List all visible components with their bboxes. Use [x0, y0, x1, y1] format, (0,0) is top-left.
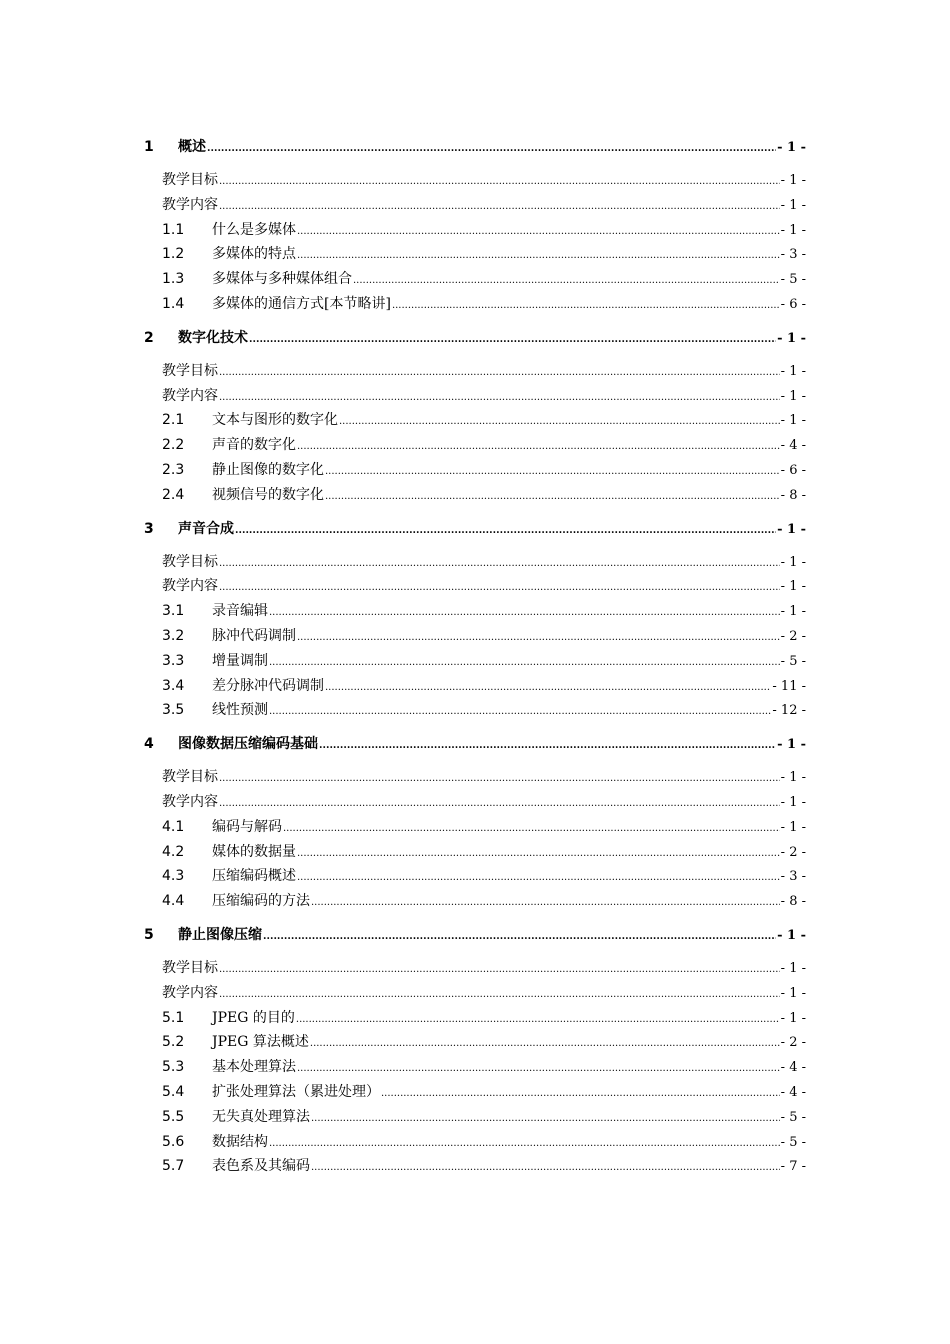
toc-entry-number: 2.3 — [162, 461, 185, 478]
toc-page-number: - 1 - — [780, 1010, 806, 1026]
toc-page-number: - 8 - — [780, 894, 806, 910]
toc-dot-leader — [297, 227, 780, 237]
toc-page-number: - 12 - — [772, 703, 806, 719]
toc-page-number: - 1 - — [777, 927, 806, 943]
toc-page-number: - 1 - — [780, 222, 806, 238]
toc-entry-number: 5.3 — [162, 1059, 185, 1076]
toc-entry-title: 表色系及其编码 — [212, 1158, 310, 1175]
toc-entry-number: 4.4 — [162, 893, 185, 910]
toc-dot-leader — [269, 608, 780, 618]
toc-dot-leader — [219, 177, 780, 187]
toc-page-number: - 1 - — [780, 770, 806, 786]
toc-dot-leader — [353, 276, 780, 286]
toc-page-number: - 4 - — [780, 1060, 806, 1076]
toc-entry-number: 5.4 — [162, 1083, 185, 1100]
toc-entry-title: 教学目标 — [162, 769, 218, 786]
toc-dot-leader — [269, 1139, 780, 1149]
toc-entry-number: 1.1 — [162, 221, 185, 238]
toc-entry-number: 4.1 — [162, 818, 185, 835]
toc-dot-leader — [269, 707, 771, 717]
toc-entry[interactable] — [144, 550, 806, 575]
toc-entry[interactable] — [144, 790, 806, 815]
toc-dot-leader — [325, 492, 780, 502]
toc-entry[interactable] — [144, 193, 806, 218]
toc-dot-leader — [297, 633, 780, 643]
toc-chapter — [144, 516, 806, 724]
toc-entry-title: 数据结构 — [212, 1133, 268, 1150]
toc-dot-leader — [219, 774, 780, 784]
toc-dot-leader — [339, 417, 780, 427]
toc-page-number: - 1 - — [780, 794, 806, 810]
toc-entry[interactable] — [144, 624, 806, 649]
toc-entry-number: 3.2 — [162, 627, 185, 644]
toc-entry[interactable] — [144, 698, 806, 723]
toc-chapter-title: 概述 — [178, 139, 206, 155]
toc-entry[interactable] — [144, 1030, 806, 1055]
toc-dot-leader — [219, 990, 780, 1000]
toc-entry-number: 1.3 — [162, 271, 185, 288]
toc-dot-leader — [325, 683, 771, 693]
toc-entry-number: 2.1 — [162, 412, 185, 429]
toc-dot-leader — [219, 583, 780, 593]
table-of-contents — [144, 134, 806, 1179]
toc-page-number: - 2 - — [780, 628, 806, 644]
toc-entry-number: 1.2 — [162, 246, 185, 263]
toc-entry-title: 无失真处理算法 — [212, 1108, 310, 1125]
toc-page-number: - 5 - — [780, 1134, 806, 1150]
toc-page-number: - 1 - — [780, 363, 806, 379]
toc-chapter-number: 1 — [144, 139, 154, 155]
toc-chapter — [144, 922, 806, 1179]
toc-entry-title: 视频信号的数字化 — [212, 486, 324, 503]
toc-page-number: - 1 - — [780, 604, 806, 620]
toc-entry[interactable] — [144, 815, 806, 840]
toc-entry-title: 脉冲代码调制 — [212, 627, 296, 644]
toc-page-number: - 2 - — [780, 1035, 806, 1051]
toc-chapter-number: 4 — [144, 736, 154, 753]
toc-entry-number: 3.5 — [162, 702, 185, 719]
toc-entry-title: 多媒体的特点 — [212, 246, 296, 263]
toc-dot-leader — [219, 202, 780, 212]
toc-chapter-title: 静止图像压缩 — [178, 926, 262, 943]
toc-dot-leader — [297, 849, 780, 859]
toc-entry-title: 声音的数字化 — [212, 437, 296, 454]
toc-entry-number: 5.2 — [162, 1034, 185, 1051]
toc-dot-leader — [297, 873, 780, 883]
toc-entry-number: 4.2 — [162, 843, 185, 860]
toc-dot-leader — [297, 442, 780, 452]
toc-entry-title: 教学目标 — [162, 362, 218, 379]
toc-page-number: - 11 - — [772, 678, 806, 694]
toc-entry-title: 教学目标 — [162, 959, 218, 976]
toc-entry[interactable] — [144, 674, 806, 699]
toc-page-number: - 1 - — [780, 173, 806, 188]
toc-entry[interactable] — [144, 168, 806, 193]
toc-entry-title: 媒体的数据量 — [212, 843, 296, 860]
toc-entry-number: 5.1 — [162, 1009, 185, 1026]
toc-entry[interactable] — [144, 483, 806, 508]
toc-page-number: - 8 - — [780, 487, 806, 503]
toc-entry-title: JPEG 算法概述 — [212, 1034, 309, 1051]
toc-entry-title: JPEG 的目的 — [212, 1009, 295, 1026]
toc-entry-title: 压缩编码概述 — [212, 868, 296, 885]
toc-chapter — [144, 731, 806, 914]
toc-page-number: - 6 - — [780, 462, 806, 478]
toc-entry[interactable] — [144, 1130, 806, 1155]
toc-page-number: - 4 - — [780, 438, 806, 454]
toc-page-number: - 3 - — [780, 247, 806, 263]
toc-entry[interactable] — [144, 1154, 806, 1179]
toc-entry-title: 多媒体的通信方式[本节略讲] — [212, 295, 391, 312]
toc-entry[interactable] — [144, 218, 806, 243]
toc-page-number: - 1 - — [780, 819, 806, 835]
toc-chapter-entry[interactable] — [144, 516, 806, 542]
toc-chapter-entry[interactable] — [144, 325, 806, 351]
toc-dot-leader — [269, 658, 780, 668]
toc-entry-title: 基本处理算法 — [212, 1059, 296, 1076]
toc-entry[interactable] — [144, 242, 806, 267]
toc-entry[interactable] — [144, 864, 806, 889]
toc-entry[interactable] — [144, 765, 806, 790]
toc-entry[interactable] — [144, 408, 806, 433]
toc-dot-leader — [263, 932, 776, 942]
toc-entry-number: 1.4 — [162, 295, 185, 312]
toc-entry-title: 教学目标 — [162, 172, 218, 188]
toc-entry-title: 扩张处理算法（累进处理） — [212, 1083, 380, 1100]
toc-entry[interactable] — [144, 599, 806, 624]
toc-entry-number: 3.1 — [162, 603, 185, 620]
toc-entry-number: 2.4 — [162, 486, 185, 503]
toc-entry[interactable] — [144, 889, 806, 914]
toc-entry[interactable] — [144, 1080, 806, 1105]
toc-entry[interactable] — [144, 649, 806, 674]
toc-page-number: - 1 - — [780, 579, 806, 595]
toc-entry-title: 线性预测 — [212, 702, 268, 719]
toc-entry-title: 差分脉冲代码调制 — [212, 677, 324, 694]
toc-page-number: - 1 - — [777, 737, 806, 753]
toc-entry-title: 教学内容 — [162, 984, 218, 1001]
toc-chapter-entry[interactable] — [144, 731, 806, 757]
toc-dot-leader — [297, 251, 780, 261]
toc-page-number: - 5 - — [780, 1109, 806, 1125]
toc-dot-leader — [219, 559, 780, 569]
toc-entry[interactable] — [144, 359, 806, 384]
toc-page-number: - 5 - — [780, 272, 806, 288]
toc-dot-leader — [219, 393, 780, 403]
toc-dot-leader — [219, 799, 780, 809]
toc-chapter — [144, 325, 806, 508]
toc-page-number: - 5 - — [780, 653, 806, 669]
toc-chapter-number: 3 — [144, 520, 154, 537]
toc-entry-number: 5.7 — [162, 1158, 185, 1175]
toc-entry[interactable] — [144, 574, 806, 599]
toc-entry-title: 教学内容 — [162, 387, 218, 404]
toc-entry-number: 3.3 — [162, 652, 185, 669]
toc-dot-leader — [297, 1064, 780, 1074]
toc-entry[interactable] — [144, 1055, 806, 1080]
toc-entry-title: 教学内容 — [162, 793, 218, 810]
toc-entry[interactable] — [144, 433, 806, 458]
toc-entry[interactable] — [144, 384, 806, 409]
toc-page-number: - 2 - — [780, 844, 806, 860]
toc-page-number: - 3 - — [780, 869, 806, 885]
toc-entry-number: 5.5 — [162, 1108, 185, 1125]
toc-chapter-title: 声音合成 — [178, 520, 234, 537]
toc-entry-number: 3.4 — [162, 677, 185, 694]
toc-entry[interactable] — [144, 292, 806, 317]
toc-entry-title: 多媒体与多种媒体组合 — [212, 271, 352, 288]
toc-page-number: - 1 - — [780, 985, 806, 1001]
toc-page-number: - 1 - — [780, 960, 806, 976]
toc-entry[interactable] — [144, 840, 806, 865]
toc-dot-leader — [311, 1114, 780, 1124]
toc-entry-title: 教学内容 — [162, 578, 218, 595]
toc-entry[interactable] — [144, 267, 806, 292]
toc-entry-title: 文本与图形的数字化 — [212, 412, 338, 429]
toc-entry-title: 静止图像的数字化 — [212, 461, 324, 478]
toc-chapter — [144, 134, 806, 317]
toc-entry[interactable] — [144, 956, 806, 981]
toc-page-number: - 1 - — [780, 554, 806, 570]
toc-dot-leader — [311, 1163, 780, 1173]
toc-chapter-entry[interactable] — [144, 922, 806, 948]
toc-dot-leader — [325, 467, 780, 477]
toc-page-number: - 1 - — [777, 330, 806, 346]
toc-dot-leader — [207, 144, 776, 154]
toc-entry-number: 4.3 — [162, 868, 185, 885]
toc-entry-title: 编码与解码 — [212, 818, 282, 835]
toc-entry[interactable] — [144, 981, 806, 1006]
toc-entry[interactable] — [144, 1105, 806, 1130]
toc-entry-title: 录音编辑 — [212, 603, 268, 620]
toc-entry[interactable] — [144, 458, 806, 483]
toc-dot-leader — [249, 335, 776, 345]
toc-page-number: - 4 - — [780, 1084, 806, 1100]
toc-dot-leader — [310, 1039, 780, 1049]
toc-chapter-entry[interactable] — [144, 134, 806, 160]
toc-entry-number: 5.6 — [162, 1133, 185, 1150]
toc-entry-title: 什么是多媒体 — [212, 221, 296, 238]
toc-entry[interactable] — [144, 1006, 806, 1031]
toc-page-number: - 1 - — [780, 197, 806, 213]
toc-dot-leader — [235, 526, 776, 536]
toc-chapter-title: 图像数据压缩编码基础 — [178, 736, 318, 753]
toc-page-number: - 7 - — [780, 1159, 806, 1175]
toc-dot-leader — [319, 741, 776, 751]
toc-chapter-number: 2 — [144, 329, 154, 346]
toc-entry-title: 教学内容 — [162, 196, 218, 213]
toc-entry-title: 增量调制 — [212, 652, 268, 669]
toc-chapter-number: 5 — [144, 926, 154, 943]
toc-dot-leader — [296, 1015, 780, 1025]
toc-chapter-title: 数字化技术 — [178, 329, 248, 346]
toc-entry-number: 2.2 — [162, 437, 185, 454]
toc-dot-leader — [311, 898, 780, 908]
toc-page-number: - 1 - — [780, 388, 806, 404]
toc-entry-title: 教学目标 — [162, 553, 218, 570]
toc-page-number: - 1 - — [780, 413, 806, 429]
toc-page-number: - 1 - — [777, 521, 806, 537]
toc-dot-leader — [219, 965, 780, 975]
toc-dot-leader — [392, 301, 780, 311]
toc-page-number: - 6 - — [780, 296, 806, 312]
toc-dot-leader — [283, 824, 780, 834]
toc-page-number: - 1 - — [777, 140, 806, 155]
toc-entry-title: 压缩编码的方法 — [212, 893, 310, 910]
toc-dot-leader — [381, 1089, 780, 1099]
toc-dot-leader — [219, 368, 780, 378]
